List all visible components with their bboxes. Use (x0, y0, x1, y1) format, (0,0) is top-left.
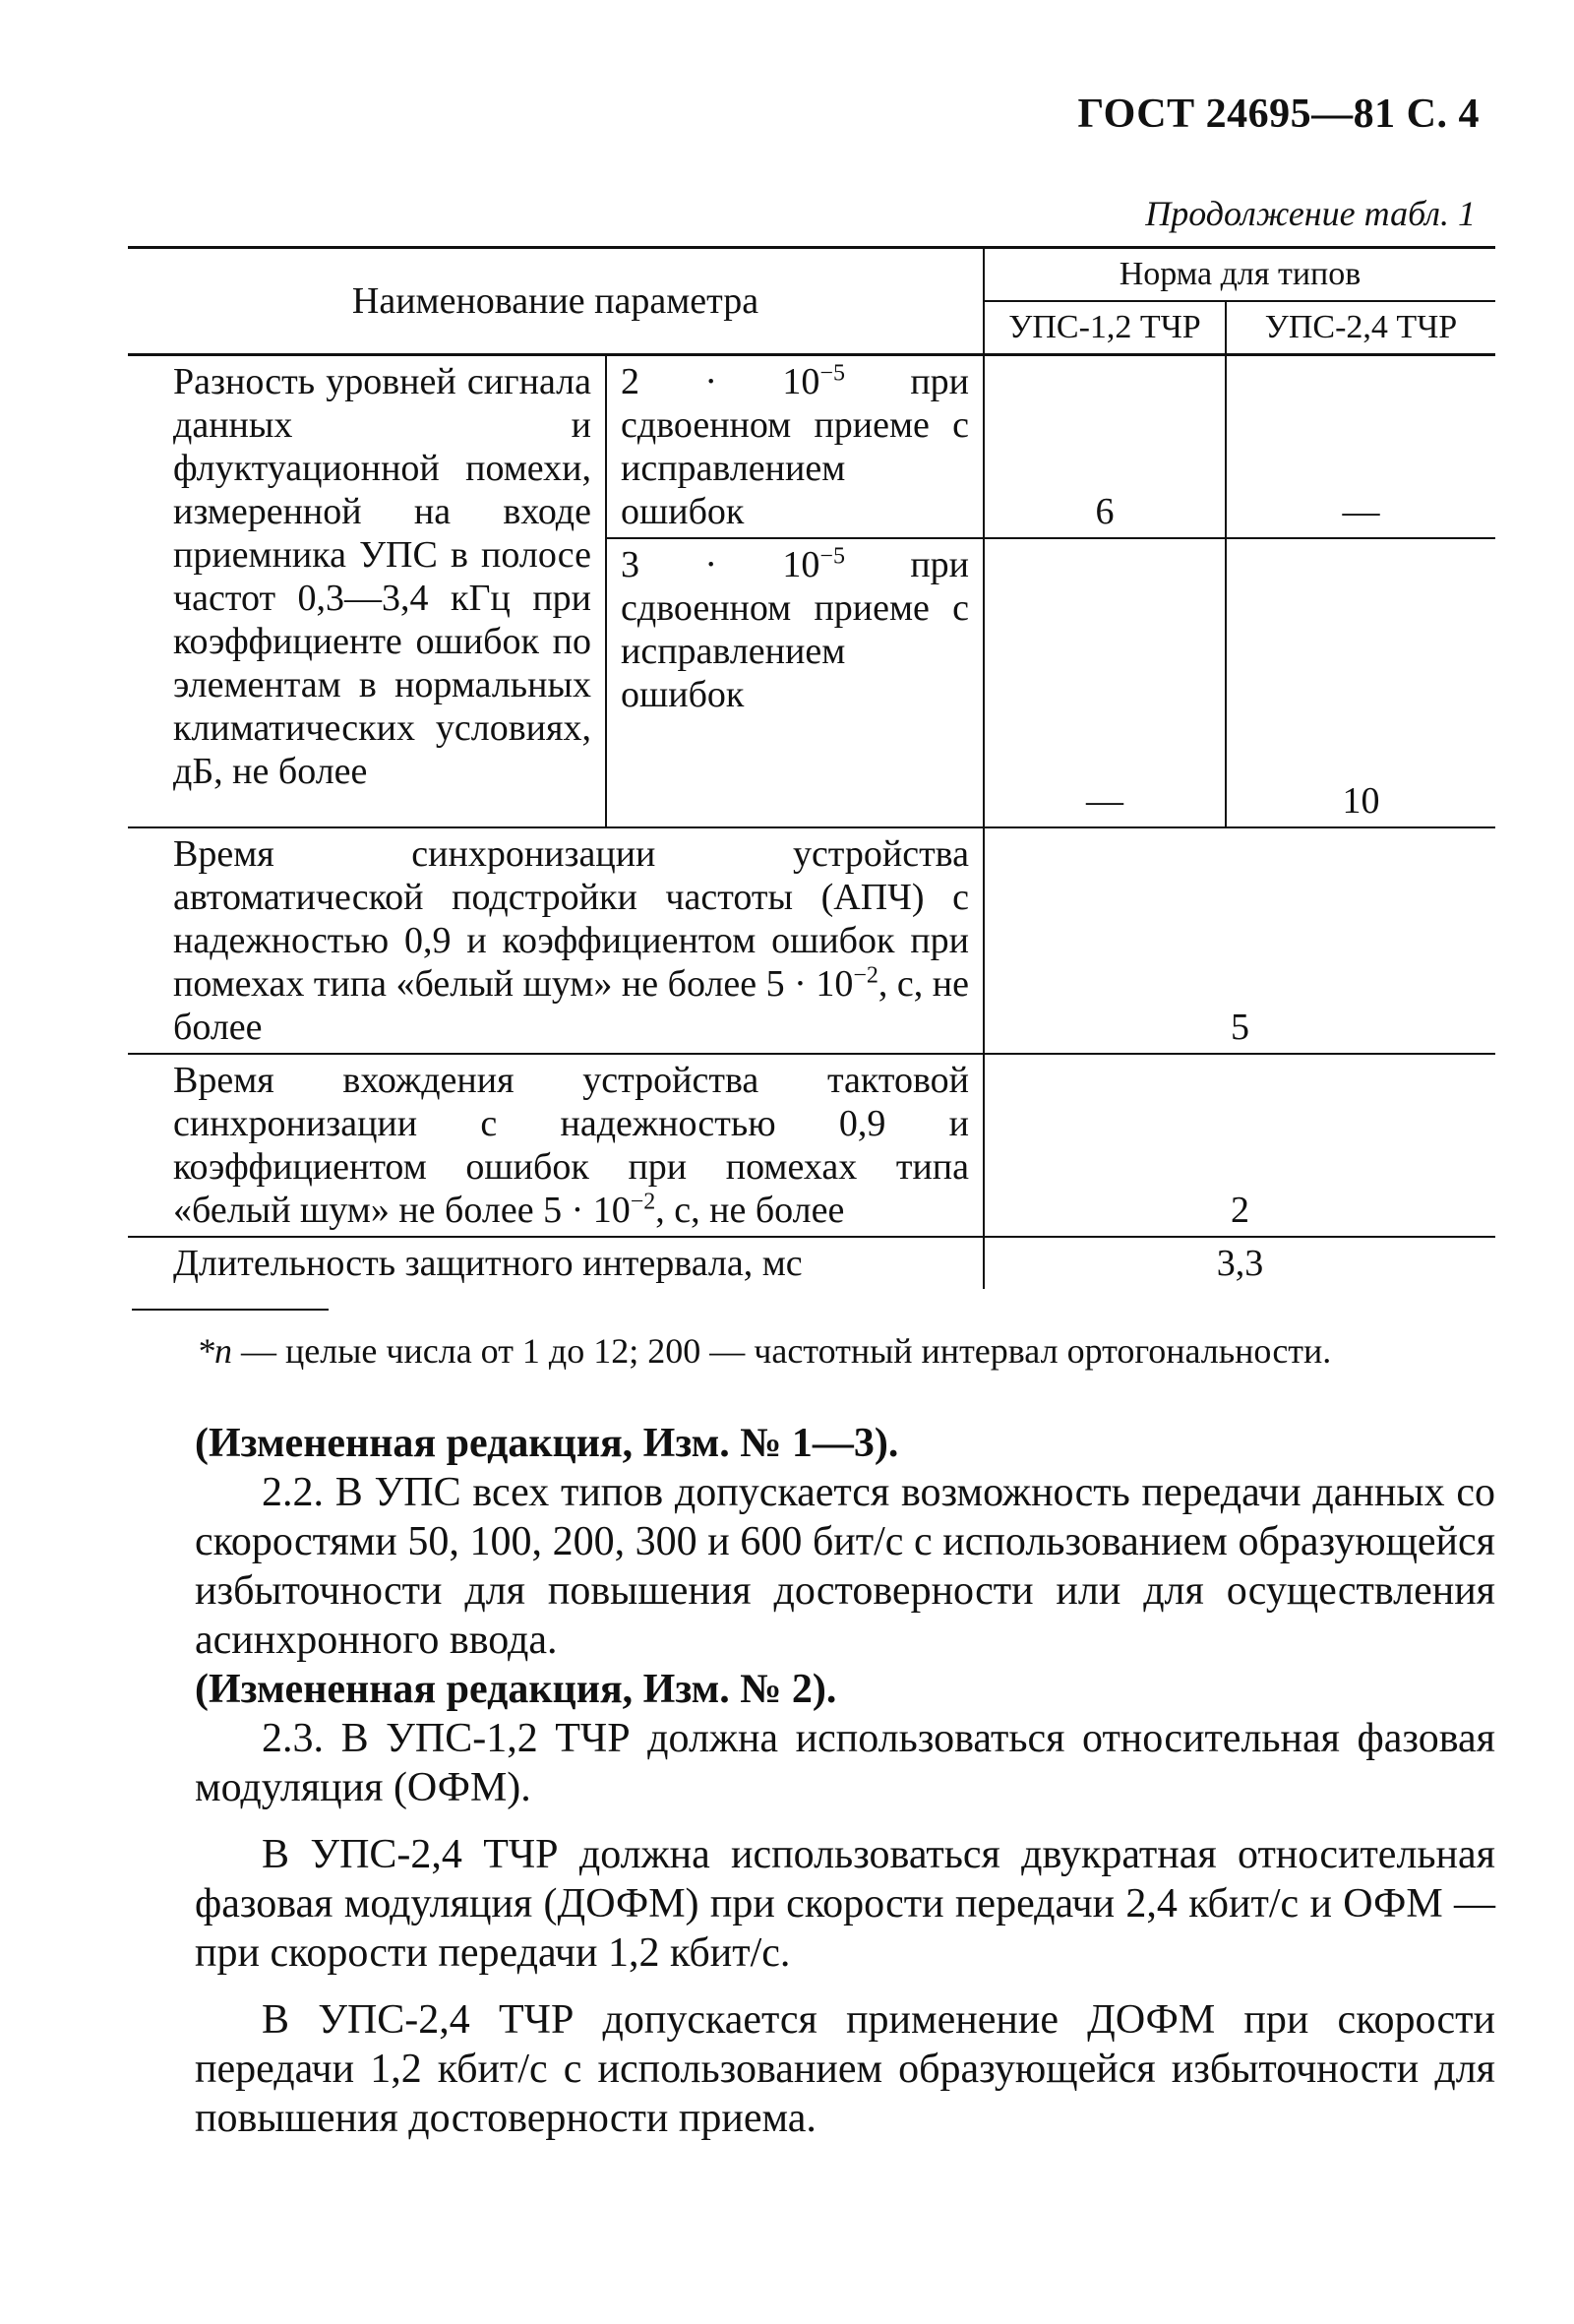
footnote-divider (132, 1309, 329, 1311)
param-sub-condition-2 (606, 538, 984, 827)
footnote-text: — целые числа от 1 до 12; 200 — частотный интервал ортогональности. (232, 1331, 1332, 1371)
value-cell: 2 (984, 1054, 1495, 1237)
value-cell: 5 (984, 827, 1495, 1054)
param-guard-interval: Длительность защитного интервала, мс (173, 1243, 803, 1284)
exponent-base: 3 · 10 (621, 544, 820, 585)
value-cell: — (1226, 355, 1495, 539)
param-text: , с, не более (173, 963, 969, 1048)
table-row (128, 1237, 1495, 1289)
footnote-mark: *n (197, 1331, 232, 1371)
paragraph-dofm-redundancy: В УПС-2,4 ТЧР допускается применение ДОФМ при скорости передачи 1,2 кбит/с с использованием образующейся избыточности для повышения достоверности приема. (195, 1997, 1495, 2141)
value-cell: 10 (1226, 538, 1495, 827)
param-clock-sync-time (128, 1054, 984, 1237)
exponent: −2 (630, 1189, 656, 1215)
param-signal-noise: Разность уровней сигнала данных и флуктуационной помехи, измеренной на входе приемника УПС в полосе частот 0,3—3,4 кГц при коэффициенте ошибок по элементам в нормальных климатических условиях, дБ, не более (128, 355, 606, 828)
exponent: −2 (853, 962, 878, 989)
paragraph-2-3: 2.3. В УПС-1,2 ТЧР должна использоваться относительная фазовая модуляция (ОФМ). (195, 1716, 1495, 1810)
amendment-note: (Измененная редакция, Изм. № 2). (195, 1667, 837, 1712)
body-text (195, 1419, 1495, 2143)
header-parameter-name: Наименование параметра (128, 248, 984, 355)
value-cell: — (984, 538, 1226, 827)
value-cell: 3,3 (984, 1237, 1495, 1289)
table-continuation-label: Продолжение табл. 1 (1145, 194, 1476, 233)
exponent: −5 (819, 360, 845, 387)
exponent-base: 2 · 10 (621, 361, 820, 402)
amendment-note: (Измененная редакция, Изм. № 1—3). (195, 1421, 899, 1466)
table-row (128, 827, 1495, 1054)
header-norm: Норма для типов (984, 248, 1495, 302)
param-text: Время синхронизации устройства автоматической подстройки частоты (АПЧ) с надежностью 0,9 и коэффициентом ошибок при помехах типа «белый шум» не более 5 · 10 (173, 833, 969, 1005)
param-text: , с, не более (655, 1190, 845, 1231)
value-cell: 6 (984, 355, 1226, 539)
footnote (197, 1330, 1495, 1372)
table-row (128, 355, 1495, 539)
header-type-2: УПС-2,4 ТЧР (1226, 301, 1495, 355)
exponent: −5 (819, 543, 845, 570)
page-title: ГОСТ 24695—81 С. 4 (1077, 92, 1480, 137)
paragraph-dofm: В УПС-2,4 ТЧР должна использоваться двукратная относительная фазовая модуляция (ДОФМ) при скорости передачи 2,4 кбит/с и ОФМ — при скорости передачи 1,2 кбит/с. (195, 1832, 1495, 1976)
header-type-1: УПС-1,2 ТЧР (984, 301, 1226, 355)
parameters-table (128, 246, 1495, 1289)
condition-text: при сдвоенном приеме с исправлением ошибок (621, 544, 969, 715)
paragraph-2-2: 2.2. В УПС всех типов допускается возможность передачи данных со скоростями 50, 100, 200, 300 и 600 бит/с с использованием образующейся избыточности для повышения достоверности или для осуществления асинхронного ввода. (195, 1470, 1495, 1663)
table-row (128, 1054, 1495, 1237)
param-sub-condition-1 (606, 355, 984, 539)
condition-text: при сдвоенном приеме с исправлением ошибок (621, 361, 969, 532)
param-afc-sync-time (128, 827, 984, 1054)
param-text: Время вхождения устройства тактовой синхронизации с надежностью 0,9 и коэффициентом ошибок при помехах типа «белый шум» не более 5 · 10 (173, 1060, 969, 1231)
